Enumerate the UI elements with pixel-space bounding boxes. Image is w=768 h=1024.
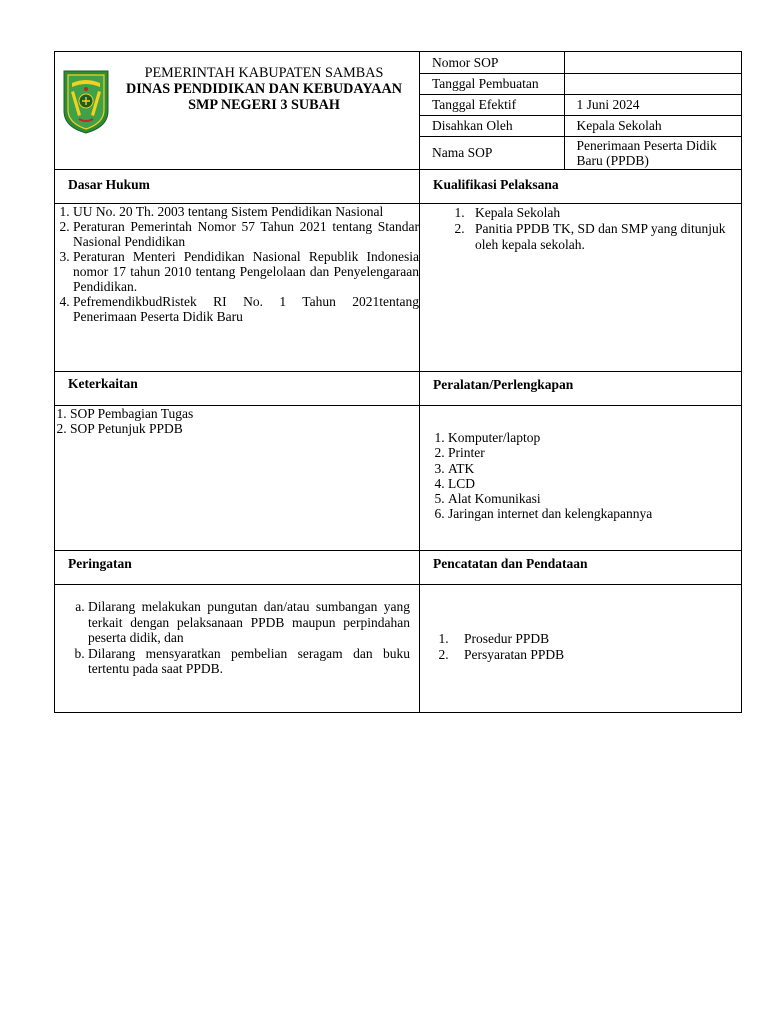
peringatan-cell [55, 585, 420, 713]
org-line-3: SMP NEGERI 3 SUBAH [188, 97, 340, 113]
document-title-block [109, 65, 419, 113]
header-cell [55, 52, 420, 170]
list-item: 2. Panitia PPDB TK, SD dan SMP yang ditunjuk oleh kepala sekolah. [468, 221, 741, 253]
dasar-hukum-cell [55, 204, 420, 372]
meta-value: Penerimaan Peserta Didik Baru (PPDB) [564, 136, 741, 169]
meta-label: Tanggal Efektif [420, 94, 564, 115]
meta-value [564, 52, 741, 73]
list-item: 1. SOP Pembagian Tugas [70, 406, 419, 421]
org-line-1: PEMERINTAH KABUPATEN SAMBAS [144, 65, 384, 81]
list-item: 2. Peraturan Pemerintah Nomor 57 Tahun 2021 tentang Standar Nasional Pendidikan [73, 219, 419, 249]
section-title-dasar-hukum: Dasar Hukum [68, 177, 150, 192]
meta-value [564, 73, 741, 94]
section-title-peralatan: Peralatan/Perlengkapan [433, 377, 574, 392]
pencatatan-cell [420, 585, 742, 713]
meta-label: Nama SOP [420, 136, 564, 169]
sambas-regency-emblem-icon [61, 65, 111, 135]
kualifikasi-cell [420, 204, 742, 372]
list-item: 1. UU No. 20 Th. 2003 tentang Sistem Pendidikan Nasional [73, 204, 419, 219]
list-item: 2. Persyaratan PPDB [452, 647, 741, 663]
org-line-2: DINAS PENDIDIKAN DAN KEBUDAYAAN [125, 81, 403, 97]
meta-label: Disahkan Oleh [420, 115, 564, 136]
list-item: 1. Kepala Sekolah [468, 205, 741, 221]
meta-cell [420, 52, 742, 170]
section-title-kualifikasi: Kualifikasi Pelaksana [433, 177, 559, 192]
meta-value: Kepala Sekolah [564, 115, 741, 136]
list-item: 4. PefremendikbudRistek RI No. 1 Tahun 2021tentang Penerimaan Peserta Didik Baru [73, 294, 419, 324]
list-item: 3. ATK [448, 461, 741, 476]
meta-table [420, 52, 741, 169]
section-title-pencatatan: Pencatatan dan Pendataan [433, 556, 588, 571]
meta-label: Nomor SOP [420, 52, 564, 73]
keterkaitan-cell [55, 406, 420, 551]
list-item: 5. Alat Komunikasi [448, 491, 741, 506]
list-item: 1. Prosedur PPDB [452, 631, 741, 647]
list-item: a. Dilarang melakukan pungutan dan/atau sumbangan yang terkait dengan pelaksanaan PPDB maupun perpindahan peserta didik, dan [88, 599, 410, 646]
section-title-keterkaitan: Keterkaitan [68, 376, 138, 391]
list-item: 2. SOP Petunjuk PPDB [70, 421, 419, 436]
peralatan-cell [420, 406, 742, 551]
sop-document [54, 51, 741, 713]
list-item: 3. Peraturan Menteri Pendidikan Nasional Republik Indonesia nomor 17 tahun 2010 tentang Pengelolaan dan Penyelengaraan Pendidikan. [73, 249, 419, 294]
list-item: 1. Komputer/laptop [448, 430, 741, 445]
list-item: 6. Jaringan internet dan kelengkapannya [448, 506, 741, 521]
list-item: 2. Printer [448, 445, 741, 460]
meta-label: Tanggal Pembuatan [420, 73, 564, 94]
list-item: 4. LCD [448, 476, 741, 491]
meta-value: 1 Juni 2024 [564, 94, 741, 115]
section-title-peringatan: Peringatan [68, 556, 132, 571]
list-item: b. Dilarang mensyaratkan pembelian seragam dan buku tertentu pada saat PPDB. [88, 646, 410, 677]
sop-table [54, 51, 742, 713]
